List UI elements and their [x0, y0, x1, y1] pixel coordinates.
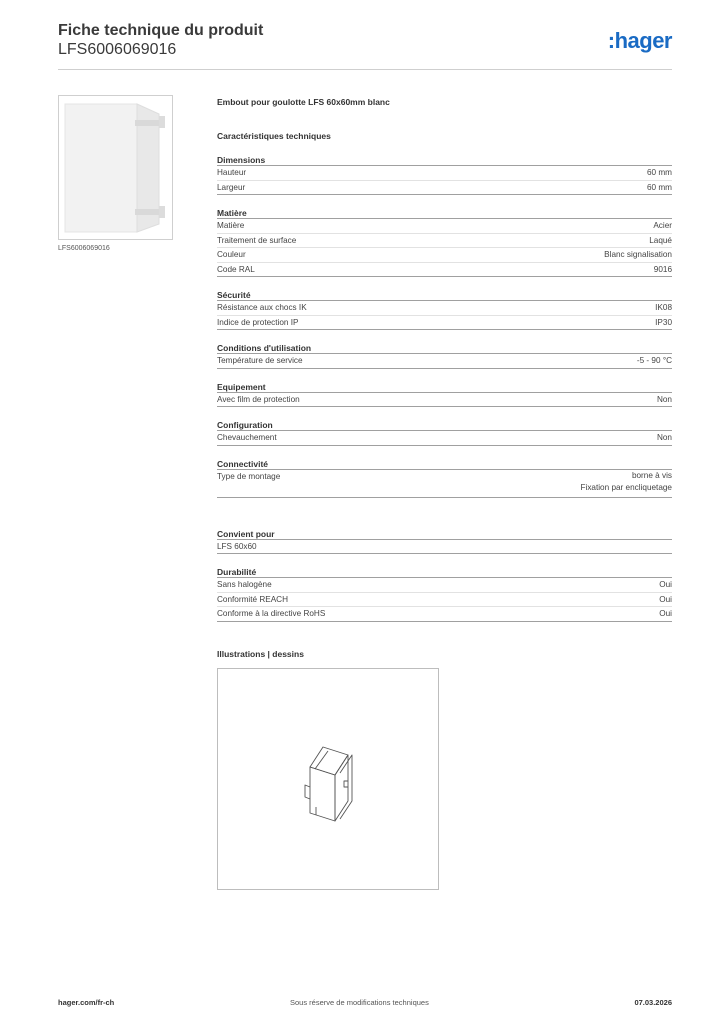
spec-label: Conformité REACH [217, 594, 288, 604]
spec-row [217, 219, 672, 234]
spec-row [217, 470, 672, 498]
section-title: Convient pour [217, 528, 672, 540]
hager-logo: :hager [607, 28, 672, 53]
product-photo [58, 95, 173, 240]
spec-value: 60 mm [646, 168, 672, 177]
spec-value: Oui [659, 594, 672, 604]
spec-label: Température de service [217, 356, 303, 365]
spec-row [217, 593, 672, 608]
spec-label: Résistance aux chocs IK [217, 303, 307, 312]
spec-row [217, 540, 672, 555]
spec-row [217, 181, 672, 196]
spec-section [217, 419, 672, 446]
spec-value: Oui [659, 580, 672, 589]
spec-label: Sans halogène [217, 580, 272, 589]
spec-row [217, 393, 672, 408]
spec-section [217, 207, 672, 277]
spec-label: Hauteur [217, 168, 247, 177]
spec-row [217, 607, 672, 622]
product-code: LFS6006069016 [58, 41, 177, 58]
technical-drawing-image [218, 669, 438, 889]
spec-content [217, 96, 672, 890]
document-title: Fiche technique du produit [58, 22, 264, 39]
spec-value: 60 mm [646, 182, 672, 192]
illustrations-title: Illustrations | dessins [217, 648, 304, 659]
spec-label: LFS 60x60 [217, 541, 257, 551]
spec-label: Avec film de protection [217, 394, 300, 404]
spec-section [217, 381, 672, 408]
footer-date: 07.03.2026 [634, 998, 672, 1007]
footer-website-link[interactable]: hager.com/fr-ch [58, 998, 115, 1007]
spec-value: 9016 [653, 264, 672, 274]
spec-row [217, 166, 672, 181]
spec-value: Non [656, 394, 672, 404]
spec-sections-secondary [217, 528, 672, 622]
spec-row [217, 578, 672, 593]
section-title: Matière [217, 207, 672, 219]
spec-label: Largeur [217, 182, 246, 192]
spec-row [217, 354, 672, 369]
spec-value: -5 - 90 °C [636, 356, 672, 365]
section-title: Sécurité [217, 289, 672, 301]
section-title: Equipement [217, 381, 672, 393]
spec-label: Code RAL [217, 264, 255, 274]
product-name: Embout pour goulotte LFS 60x60mm blanc [217, 97, 390, 107]
spec-section [217, 289, 672, 330]
spec-value: Oui [659, 609, 672, 618]
spec-label: Matière [217, 221, 245, 230]
spec-label: Couleur [217, 250, 246, 259]
spec-label: Type de montage [217, 471, 281, 481]
spec-sections [217, 154, 672, 498]
photo-caption: LFS6006069016 [58, 245, 110, 252]
section-title: Configuration [217, 419, 672, 431]
spec-value: Fixation par encliquetage [580, 482, 672, 492]
spec-section [217, 458, 672, 498]
specs-heading: Caractéristiques techniques [217, 131, 331, 141]
spec-value: Non [656, 433, 672, 442]
spec-label: Chevauchement [217, 433, 277, 442]
spec-section [217, 342, 672, 369]
spec-value: IK08 [655, 303, 672, 312]
section-title: Durabilité [217, 566, 672, 578]
footer-disclaimer: Sous réserve de modifications techniques [290, 998, 429, 1007]
spec-row [217, 316, 672, 331]
section-title: Conditions d'utilisation [217, 342, 672, 354]
spec-section [217, 566, 672, 622]
spec-row [217, 301, 672, 316]
spec-label: Indice de protection IP [217, 317, 299, 327]
section-title: Dimensions [217, 154, 672, 166]
spec-row [217, 431, 672, 446]
spec-label: Conforme à la directive RoHS [217, 609, 326, 618]
product-photo-image [59, 96, 173, 240]
spec-value: Acier [653, 221, 672, 230]
spec-row [217, 248, 672, 263]
spec-value: borne à vis [631, 470, 672, 480]
spec-value: IP30 [655, 317, 672, 327]
spec-row [217, 234, 672, 249]
spec-section [217, 154, 672, 195]
spec-section [217, 528, 672, 555]
illustration-drawing [217, 668, 439, 890]
spec-row [217, 263, 672, 278]
spec-value: Blanc signalisation [604, 250, 672, 259]
spec-label: Traitement de surface [217, 235, 297, 245]
page-header [58, 22, 672, 70]
spec-value: Laqué [649, 235, 672, 245]
section-title: Connectivité [217, 458, 672, 470]
